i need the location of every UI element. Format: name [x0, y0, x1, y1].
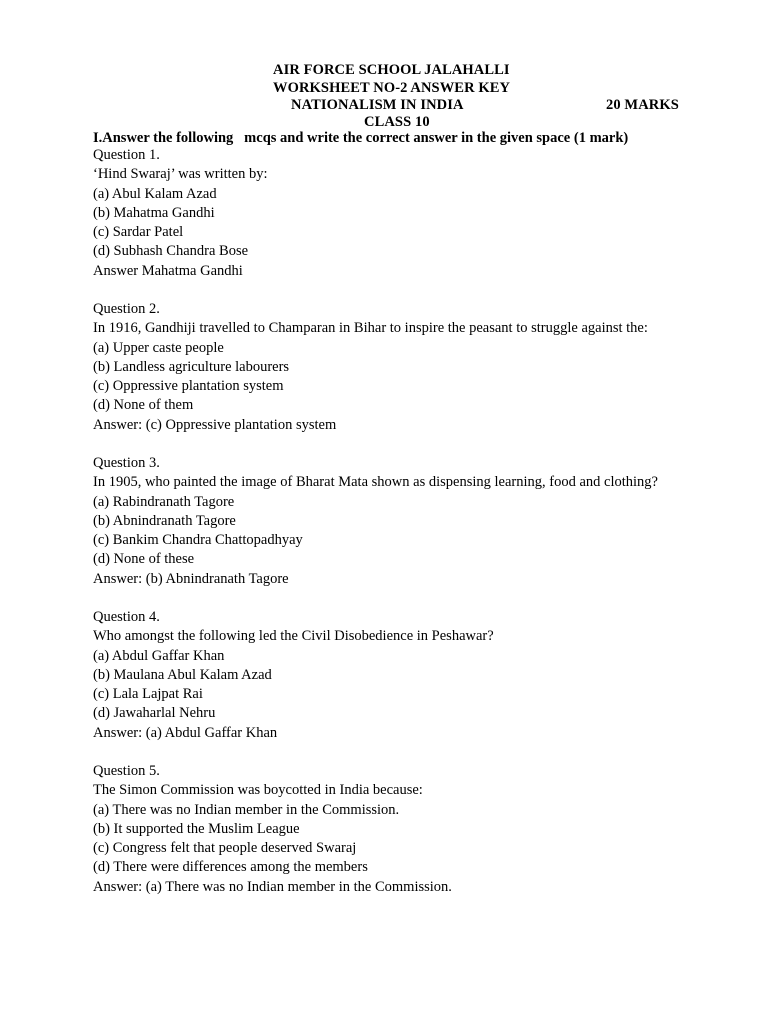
section-instruction: I.Answer the following mcqs and write the correct answer in the given space (1 mark)	[93, 130, 629, 146]
question-block-4	[93, 608, 494, 743]
question-number: Question 2.	[93, 301, 160, 317]
option-c: (c) Sardar Patel	[93, 224, 184, 241]
option-c: (c) Lala Lajpat Rai	[93, 686, 203, 703]
option-d: (d) Jawaharlal Nehru	[93, 705, 216, 722]
option-a: (a) There was no Indian member in the Commission.	[93, 801, 400, 818]
option-d: (d) None of them	[93, 397, 194, 414]
option-d: (d) None of these	[93, 551, 195, 568]
question-text: ‘Hind Swaraj’ was written by:	[93, 166, 268, 183]
option-b: (b) Landless agriculture labourers	[93, 358, 290, 375]
option-d: (d) There were differences among the members	[93, 859, 368, 876]
answer-line: Answer: (b) Abnindranath Tagore	[93, 570, 289, 587]
question-block-1	[93, 146, 268, 281]
total-marks: 20 MARKS	[606, 97, 679, 113]
option-a: (a) Upper caste people	[93, 339, 224, 356]
question-number: Question 5.	[93, 763, 160, 779]
answer-line: Answer: (a) There was no Indian member in the Commission.	[93, 878, 452, 895]
question-text: In 1916, Gandhiji travelled to Champaran in Bihar to inspire the peasant to struggle against the:	[93, 320, 648, 337]
option-a: (a) Abul Kalam Azad	[93, 185, 217, 202]
option-b: (b) It supported the Muslim League	[93, 820, 300, 837]
topic-title: NATIONALISM IN INDIA	[291, 97, 464, 113]
question-number: Question 3.	[93, 455, 160, 471]
option-b: (b) Abnindranath Tagore	[93, 512, 236, 529]
option-c: (c) Congress felt that people deserved Swaraj	[93, 840, 357, 857]
question-text: The Simon Commission was boycotted in India because:	[93, 782, 423, 799]
class-label: CLASS 10	[364, 114, 430, 130]
question-text: Who amongst the following led the Civil Disobedience in Peshawar?	[93, 628, 494, 645]
answer-line: Answer Mahatma Gandhi	[93, 262, 243, 279]
question-block-2	[93, 300, 648, 435]
answer-line: Answer: (c) Oppressive plantation system	[93, 416, 337, 433]
question-block-3	[93, 454, 658, 589]
option-d: (d) Subhash Chandra Bose	[93, 243, 249, 260]
worksheet-title: WORKSHEET NO-2 ANSWER KEY	[273, 80, 511, 96]
option-b: (b) Mahatma Gandhi	[93, 204, 215, 221]
question-block-5	[93, 762, 452, 897]
question-text: In 1905, who painted the image of Bharat Mata shown as dispensing learning, food and clothing?	[93, 474, 658, 491]
question-number: Question 4.	[93, 609, 160, 625]
option-c: (c) Oppressive plantation system	[93, 378, 284, 395]
option-b: (b) Maulana Abul Kalam Azad	[93, 666, 272, 683]
school-name: AIR FORCE SCHOOL JALAHALLI	[273, 62, 510, 78]
question-number: Question 1.	[93, 147, 160, 163]
answer-line: Answer: (a) Abdul Gaffar Khan	[93, 724, 278, 741]
option-a: (a) Abdul Gaffar Khan	[93, 647, 225, 664]
option-a: (a) Rabindranath Tagore	[93, 493, 235, 510]
option-c: (c) Bankim Chandra Chattopadhyay	[93, 532, 303, 549]
